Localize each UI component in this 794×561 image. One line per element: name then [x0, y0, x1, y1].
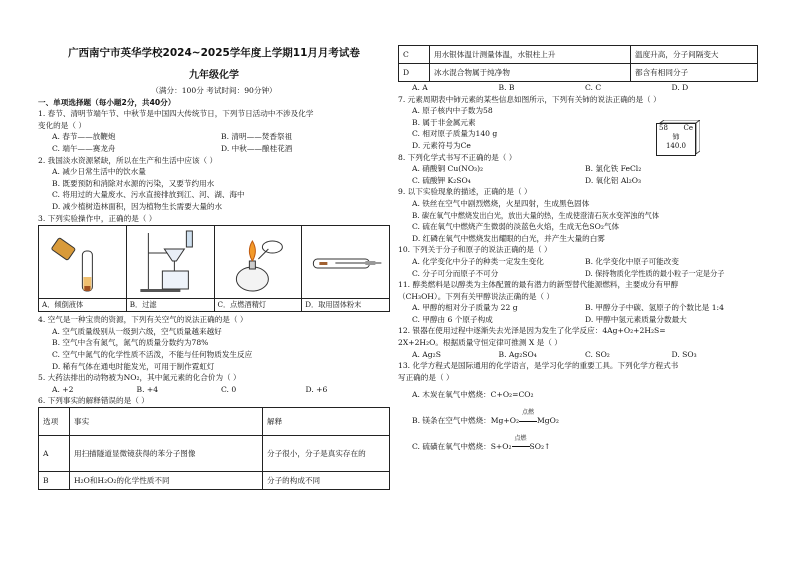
alcohol-lamp-illustration	[215, 229, 302, 295]
q7-option-a: A. 原子核内中子数为58	[412, 106, 493, 116]
element-tile-face	[656, 123, 696, 156]
q1-options	[38, 131, 390, 154]
table-row	[399, 64, 758, 82]
q5-option-b: B. +4	[136, 384, 159, 394]
q9-stem: 9. 以下实验现象的描述，正确的是（ ）	[398, 187, 532, 197]
q6-table	[38, 407, 390, 490]
filtration-illustration	[127, 229, 214, 295]
q6-option-a: A. A	[412, 83, 428, 92]
q12-stem: 12. 银器在使用过程中逐渐失去光泽是因为发生了化学反应：4Ag+O₂+2H₂S=	[398, 326, 666, 336]
q8-option-d: D. 氧化铝 Al₂O₃	[585, 175, 642, 185]
q5-options	[38, 384, 390, 396]
q12-option-d: D. SO₃	[671, 349, 697, 359]
atomic-mass: 140.0	[665, 142, 687, 150]
table-cell: 用扫描隧道显微镜获得的苯分子图像	[70, 435, 263, 471]
q3-figure-b	[127, 226, 215, 311]
atomic-number: 58	[659, 124, 668, 132]
q11-option-d: D. 甲醇中氢元素质量分数最大	[585, 314, 687, 324]
q4-option-d: D. 稀有气体在通电时能发光，可用于制作霓虹灯	[52, 361, 215, 371]
q2-stem: 2. 我国淡水资源紧缺，所以在生产和生活中应该（ ）	[38, 155, 218, 165]
q3-caption-b: B．过滤	[127, 298, 214, 311]
solid-powder-illustration	[302, 229, 389, 295]
q4-option-c: C. 空气中氮气的化学性质不活泼，不能与任何物质发生反应	[52, 349, 253, 359]
q3-figure-d	[302, 226, 389, 311]
table-row	[399, 46, 758, 64]
q9-option-d: D. 红磷在氧气中燃烧发出耀眼的白光，并产生大量的白雾	[412, 233, 605, 243]
q3-stem: 3. 下列实验操作中，正确的是（ ）	[38, 213, 157, 223]
q11-options	[398, 302, 758, 325]
element-symbol: Ce	[683, 124, 693, 132]
q1-stem-cont: 变化的是（ ）	[38, 120, 86, 130]
q4-option-b: B. 空气中含有氮气，氮气的质量分数约为78%	[52, 338, 209, 348]
table-cell: 温度升高，分子间隔变大	[631, 46, 758, 64]
q12-option-c: C. SO₂	[585, 349, 610, 359]
table-row	[39, 435, 390, 471]
q11-stem: 11. 醇类燃料是以醇类为主体配置的最有潜力的新型替代能源燃料，主要成分有甲醇	[398, 280, 679, 290]
element-name: 铈	[672, 133, 680, 141]
q1-option-c: C. 端午——赛龙舟	[52, 143, 116, 153]
table-cell: 冰水混合物属于纯净物	[430, 64, 631, 82]
q10-options	[398, 256, 758, 279]
reaction-condition: 点燃	[522, 409, 535, 417]
q8-options	[398, 163, 758, 186]
q6-option-c: C. C	[585, 83, 602, 92]
table-cell: H₂O和H₂O₂的化学性质不同	[70, 471, 263, 489]
reaction-condition: 点燃	[514, 434, 527, 442]
q8-stem: 8. 下列化学式书写不正确的是（ ）	[398, 152, 517, 162]
q13-stem-cont: 写正确的是（ ）	[398, 372, 454, 382]
right-column	[398, 0, 758, 561]
q13-option-a: A. 木炭在氧气中燃烧：C+O₂=CO₂	[412, 390, 534, 400]
q5-stem: 5. 大药法排出的动物被为NO₂，其中氮元素的化合价为（ ）	[38, 373, 241, 383]
q13-option-c-reactants: C. 硫磺在氧气中燃烧：S+O₂	[412, 441, 512, 451]
q12-options	[398, 349, 758, 361]
q6-stem: 6. 下列事实的解释错误的是（ ）	[38, 396, 149, 406]
q3-caption-a: A．倾倒液体	[39, 298, 126, 311]
q6-header-fact: 事实	[70, 407, 263, 435]
q8-option-a: A. 硝酸铜 Cu(NO₃)₂	[412, 164, 484, 174]
q8-option-c: C. 硫酸钾 K₂SO₄	[412, 175, 471, 185]
q10-option-d: D. 保持物质化学性质的最小粒子一定是分子	[585, 268, 725, 278]
q7-option-c: C. 相对原子质量为140 g	[412, 129, 498, 139]
pouring-liquid-illustration	[39, 229, 126, 295]
q13-option-c	[398, 434, 758, 453]
q1-option-b: B. 清明——焚香祭祖	[221, 132, 293, 142]
q10-option-b: B. 化学变化中原子可能改变	[585, 256, 679, 266]
q6-option-d: D. D	[671, 83, 689, 92]
table-row	[39, 471, 390, 489]
table-cell: C	[399, 46, 430, 64]
table-cell: 分子很小，分子是真实存在的	[263, 435, 390, 471]
q11-option-c: C. 甲醇由 6 个原子构成	[412, 314, 493, 324]
table-cell: 用水银体温计测量体温，水银柱上升	[430, 46, 631, 64]
q13-option-b-products: MgO₂	[537, 416, 559, 426]
q13-stem: 13. 化学方程式是国际通用的化学语言，是学习化学的重要工具。下列化学方程式书	[398, 361, 679, 371]
page-title: 广西南宁市英华学校2024~2025学年度上学期11月月考试卷	[68, 47, 360, 59]
q3-caption-c: C．点燃酒精灯	[215, 298, 302, 311]
table-cell: D	[399, 64, 430, 82]
q3-figure-row	[38, 225, 390, 312]
q12-option-b: B. Ag₂SO₄	[498, 349, 537, 359]
q13-option-b-reactants: B. 镁条在空气中燃烧：Mg+O₂	[412, 416, 520, 426]
q4-stem: 4. 空气是一种宝贵的资源，下列有关空气的说法正确的是（ ）	[38, 315, 248, 325]
q10-stem: 10. 下列关于分子和原子的说法正确的是（ ）	[398, 245, 552, 255]
q6-options	[398, 82, 758, 94]
q5-option-c: C. 0	[221, 384, 237, 394]
q1-option-a: A. 春节——放鞭炮	[52, 132, 116, 142]
q2-option-d: D. 减少植树造林面积，因为植物生长需要大量的水	[52, 201, 223, 211]
q7-stem: 7. 元素周期表中铈元素的某些信息如图所示，下列有关铈的说法正确的是（ ）	[398, 94, 661, 104]
q3-figure-c	[215, 226, 303, 311]
q7-option-d: D. 元素符号为Ce	[412, 140, 471, 150]
q6-header-option: 选项	[39, 407, 70, 435]
q12-stem-cont: 2X+2H₂O。根据质量守恒定律可推测 X 是（ ）	[398, 338, 562, 348]
q9-option-a: A. 铁丝在空气中剧烈燃烧，火星四射，生成黑色固体	[412, 198, 590, 208]
q5-option-a: A. +2	[52, 384, 74, 394]
q6-table-continued	[398, 45, 758, 82]
q10-option-c: C. 分子可分而原子不可分	[412, 268, 499, 278]
table-cell: B	[39, 471, 70, 489]
q8-option-b: B. 氯化铁 FeCl₂	[585, 164, 642, 174]
q6-table-header	[39, 407, 390, 435]
q13-option-c-products: SO₂↑	[529, 441, 551, 451]
q4-option-a: A. 空气质量级别从一级到六级，空气质量越来越好	[52, 326, 222, 336]
section-heading: 一、单项选择题（每小题2分，共40分）	[38, 97, 176, 107]
q1-option-d: D. 中秋——酿桂花酒	[221, 143, 293, 153]
reaction-arrow	[519, 409, 537, 427]
q9-option-c: C. 硫在氧气中燃烧产生微弱的淡蓝色火焰，生成无色SO₂气体	[412, 222, 620, 232]
reaction-arrow	[512, 434, 530, 453]
q3-caption-d: D．取用固体粉末	[302, 298, 389, 311]
q3-figure-a	[39, 226, 127, 311]
q10-option-a: A. 化学变化中分子的种类一定发生变化	[412, 256, 544, 266]
q12-option-a: A. Ag₂S	[412, 349, 441, 359]
q2-option-c: C. 将用过的大量废水、污水直接排放到江、河、湖、海中	[52, 190, 245, 200]
table-cell: A	[39, 435, 70, 471]
page-subtitle: 九年级化学	[189, 70, 239, 81]
q11-option-a: A. 甲醇的相对分子质量为 22 g	[412, 303, 518, 313]
q13-option-b	[398, 409, 758, 427]
q11-stem-cont: （CH₃OH）。下列有关甲醇说法正确的是（ ）	[398, 291, 555, 301]
left-column	[38, 0, 390, 561]
element-tile	[656, 120, 700, 156]
q2-option-a: A. 减少日常生活中的饮水量	[52, 167, 146, 177]
table-cell: 都含有相同分子	[631, 64, 758, 82]
q9-option-b: B. 碳在氧气中燃烧发出白光，放出大量的热，生成使澄清石灰水变浑浊的气体	[412, 210, 660, 220]
q6-header-explanation: 解释	[263, 407, 390, 435]
q1-stem: 1. 春节、清明节端午节、中秋节是中国四大传统节日，下列节日活动中不涉及化学	[38, 109, 314, 119]
score-line: （满分：100分 考试时间：90分钟）	[151, 86, 277, 95]
q6-option-b: B. B	[498, 83, 515, 92]
q5-option-d: D. +6	[305, 384, 328, 394]
q7-option-b: B. 属于非金属元素	[412, 117, 476, 127]
table-cell: 分子的构成不同	[263, 471, 390, 489]
q11-option-b: B. 甲醇分子中碳、氢原子的个数比是 1:4	[585, 303, 724, 313]
q2-option-b: B. 既要预防和消除对水源的污染，又要节约用水	[52, 178, 215, 188]
